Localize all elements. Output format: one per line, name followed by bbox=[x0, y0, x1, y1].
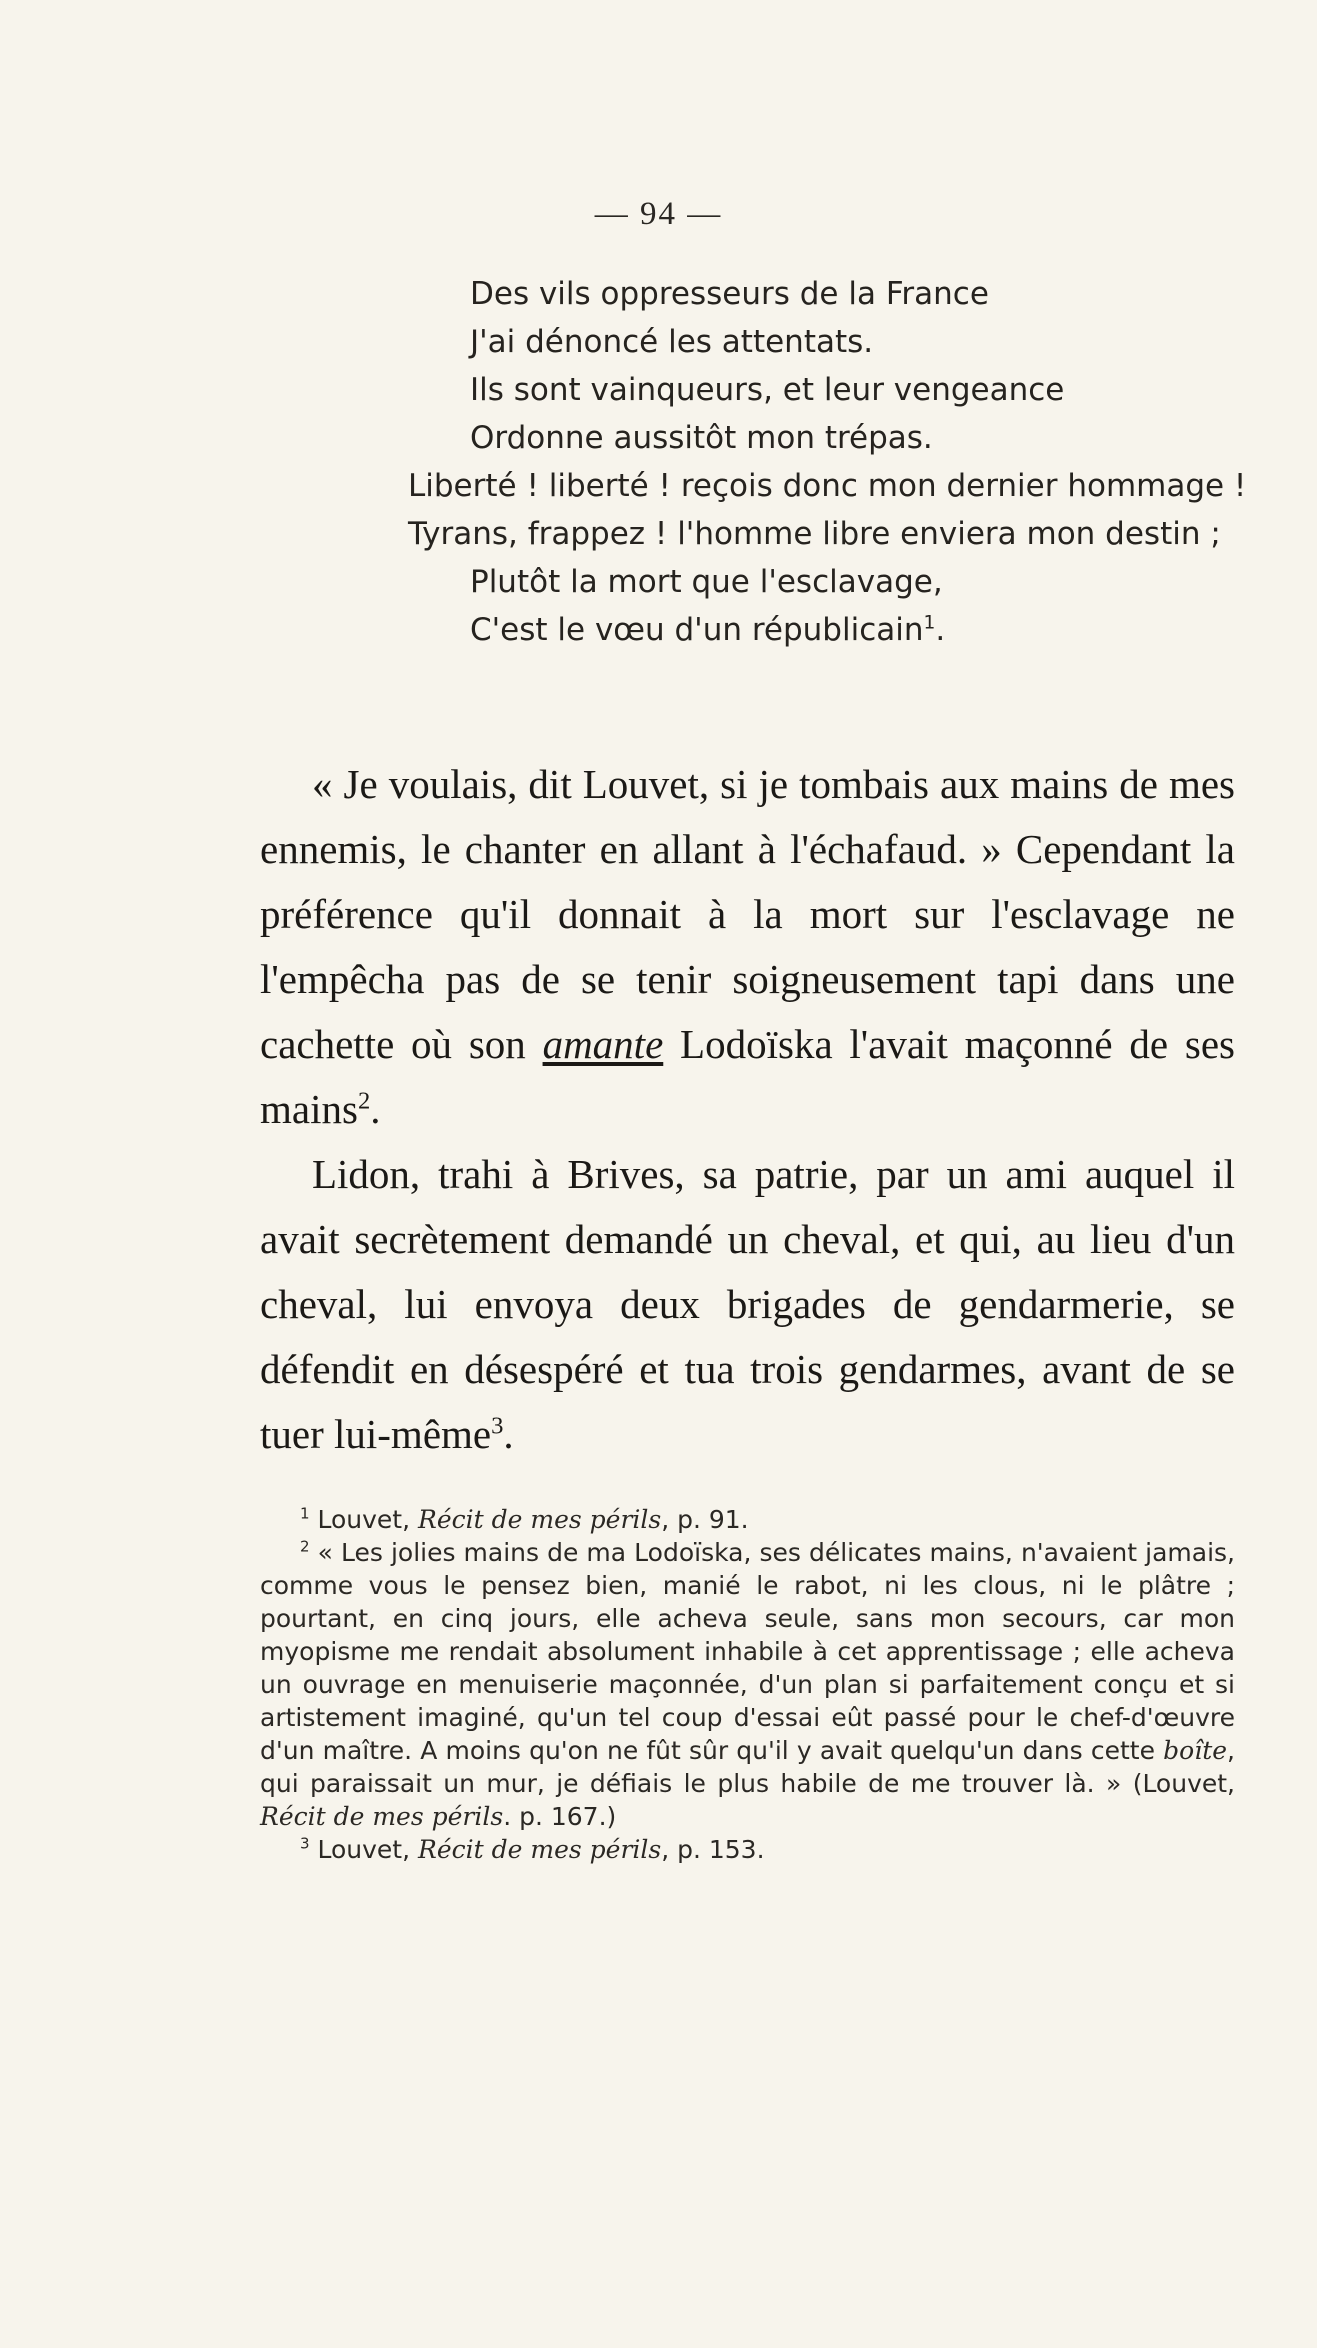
body-text bbox=[260, 752, 1235, 1467]
page-number: — 94 — bbox=[594, 196, 723, 232]
poem-line-punct: . bbox=[935, 612, 946, 648]
footnote-title: Récit de mes périls bbox=[418, 1505, 662, 1534]
footnote-emphasis: boîte bbox=[1163, 1736, 1228, 1765]
poem-line: Plutôt la mort que l'esclavage, bbox=[470, 564, 943, 600]
paragraph-text: Lodoïska l'avait maçonné de ses mains bbox=[260, 1021, 1235, 1132]
poem-line: Liberté ! liberté ! reçois donc mon dernier hommage ! bbox=[408, 468, 1247, 504]
paragraph-text: « Je voulais, dit Louvet, si je tombais aux mains de mes ennemis, le chanter en allant à l'échafaud. » Cependant la préférence qu'il donnait à la mort sur l'esclavage ne l'empêcha pas de se tenir soigneusement tapi dans une cachette où son bbox=[260, 761, 1235, 1067]
footnote-ref: 3 bbox=[491, 1412, 504, 1440]
poem-line-last bbox=[0, 606, 1317, 654]
footnote-title: Récit de mes périls bbox=[418, 1835, 662, 1864]
poem-line: J'ai dénoncé les attentats. bbox=[470, 324, 874, 360]
footnote-number: 2 bbox=[300, 1537, 310, 1556]
poem-line: Ils sont vainqueurs, et leur vengeance bbox=[470, 372, 1065, 408]
footnote-text: , qui paraissait un mur, je défiais le plus habile de me trouver là. » (Louvet, bbox=[260, 1736, 1235, 1798]
poem-line: Ordonne aussitôt mon trépas. bbox=[470, 420, 933, 456]
footnotes bbox=[260, 1503, 1235, 1866]
footnote-2 bbox=[260, 1536, 1235, 1833]
footnote-1 bbox=[260, 1503, 1235, 1536]
footnote-text: « Les jolies mains de ma Lodoïska, ses délicates mains, n'avaient jamais, comme vous le pensez bien, manié le rabot, ni les clous, ni le plâtre ; pourtant, en cinq jours, elle acheva seule, sans mon secours, car mon myopisme me rendait absolument inhabile à cet apprentissage ; elle acheva un ouvrage en menuiserie maçonnée, d'un plan si parfaitement conçu et si artistement imaginé, qu'un tel coup d'essai eût passé pour le chef-d'œuvre d'un maître. A moins qu'on ne fût sûr qu'il y avait quelqu'un dans cette bbox=[260, 1538, 1235, 1765]
footnote-tail: . p. 167.) bbox=[503, 1802, 617, 1831]
poem-stanza bbox=[0, 270, 1317, 654]
paragraph-text: Lidon, trahi à Brives, sa patrie, par un ami auquel il avait secrètement demandé un cheval, et qui, au lieu d'un cheval, lui envoya deux brigades de gendarmerie, se défendit en désespéré et tua trois gendarmes, avant de se tuer lui-même bbox=[260, 1151, 1235, 1457]
footnote-ref: 1 bbox=[923, 612, 936, 634]
poem-line: Des vils oppresseurs de la France bbox=[470, 276, 989, 312]
paragraph-punct: . bbox=[370, 1086, 381, 1132]
footnote-ref: 2 bbox=[357, 1087, 371, 1115]
footnote-tail: , p. 91. bbox=[661, 1505, 749, 1534]
footnote-tail: , p. 153. bbox=[661, 1835, 765, 1864]
footnote-number: 3 bbox=[300, 1834, 310, 1853]
footnote-author: Louvet, bbox=[317, 1505, 411, 1534]
poem-line: Tyrans, frappez ! l'homme libre enviera mon destin ; bbox=[408, 516, 1221, 552]
footnote-number: 1 bbox=[300, 1504, 310, 1523]
footnote-3 bbox=[260, 1833, 1235, 1866]
footnote-author: Louvet, bbox=[317, 1835, 411, 1864]
footnote-title: Récit de mes périls bbox=[260, 1802, 504, 1831]
emphasis: amante bbox=[542, 1021, 664, 1067]
paragraph bbox=[260, 1142, 1235, 1467]
poem-line-text: C'est le vœu d'un républicain bbox=[470, 612, 924, 648]
paragraph bbox=[260, 752, 1235, 1142]
paragraph-punct: . bbox=[503, 1411, 514, 1457]
